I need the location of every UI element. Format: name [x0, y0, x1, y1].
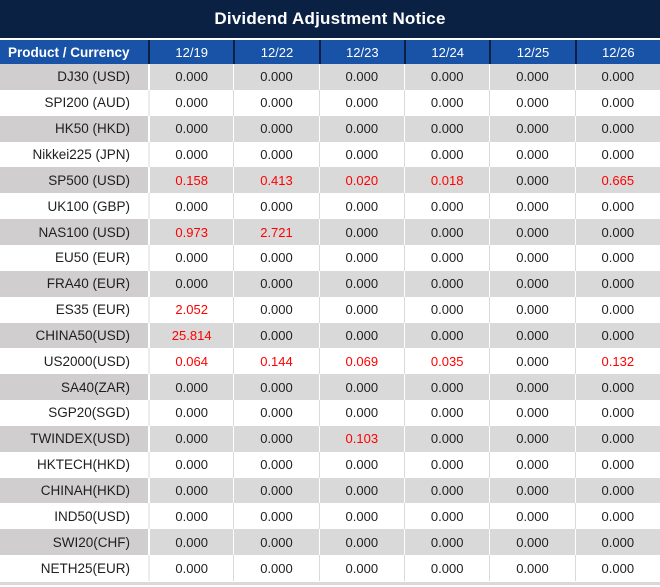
- product-cell: SPI200 (AUD): [0, 90, 148, 116]
- product-cell: SA40(ZAR): [0, 374, 148, 400]
- value-cell: 0.018: [404, 167, 489, 193]
- product-cell: UK100 (GBP): [0, 193, 148, 219]
- value-cell: 0.000: [233, 555, 318, 581]
- value-cell: 0.000: [489, 323, 574, 349]
- value-cell: 0.000: [489, 142, 574, 168]
- product-cell: HKTECH(HKD): [0, 452, 148, 478]
- next-row-edge: [0, 581, 660, 585]
- value-cell: 0.000: [233, 245, 318, 271]
- value-cell: 0.000: [404, 116, 489, 142]
- table-header-row: [0, 40, 660, 64]
- table-row: [0, 245, 660, 271]
- table-row: [0, 193, 660, 219]
- table-row: [0, 167, 660, 193]
- value-cell: 0.132: [575, 348, 660, 374]
- value-cell: 0.000: [148, 142, 233, 168]
- product-cell: EU50 (EUR): [0, 245, 148, 271]
- value-cell: 0.000: [319, 297, 404, 323]
- value-cell: 0.000: [404, 64, 489, 90]
- value-cell: 0.000: [404, 400, 489, 426]
- value-cell: 0.000: [489, 271, 574, 297]
- value-cell: 0.000: [404, 529, 489, 555]
- value-cell: 0.000: [319, 193, 404, 219]
- product-cell: SP500 (USD): [0, 167, 148, 193]
- value-cell: 0.000: [575, 64, 660, 90]
- table-row: [0, 90, 660, 116]
- product-cell: NAS100 (USD): [0, 219, 148, 245]
- value-cell: 0.000: [233, 374, 318, 400]
- table-row: [0, 323, 660, 349]
- product-cell: Nikkei225 (JPN): [0, 142, 148, 168]
- value-cell: 0.000: [489, 529, 574, 555]
- value-cell: 0.000: [233, 142, 318, 168]
- value-cell: 0.000: [404, 90, 489, 116]
- value-cell: 0.000: [319, 142, 404, 168]
- value-cell: 0.000: [148, 245, 233, 271]
- value-cell: 0.000: [575, 400, 660, 426]
- page-title: Dividend Adjustment Notice: [0, 0, 660, 38]
- value-cell: 0.000: [575, 142, 660, 168]
- value-cell: 0.000: [404, 271, 489, 297]
- column-header-date-4: 12/24: [404, 40, 489, 64]
- value-cell: 0.000: [319, 245, 404, 271]
- value-cell: 0.000: [233, 64, 318, 90]
- value-cell: 0.000: [148, 426, 233, 452]
- value-cell: 0.000: [233, 400, 318, 426]
- value-cell: 0.000: [233, 452, 318, 478]
- value-cell: 0.000: [489, 555, 574, 581]
- value-cell: 0.000: [319, 400, 404, 426]
- value-cell: 0.000: [404, 452, 489, 478]
- value-cell: 0.000: [148, 64, 233, 90]
- value-cell: 0.000: [148, 400, 233, 426]
- value-cell: 0.665: [575, 167, 660, 193]
- value-cell: 0.000: [319, 374, 404, 400]
- value-cell: 0.000: [575, 90, 660, 116]
- value-cell: 0.000: [233, 297, 318, 323]
- table-row: [0, 400, 660, 426]
- value-cell: 2.052: [148, 297, 233, 323]
- value-cell: 0.000: [404, 478, 489, 504]
- value-cell: 0.000: [404, 219, 489, 245]
- value-cell: 0.000: [404, 374, 489, 400]
- value-cell: 0.000: [575, 116, 660, 142]
- value-cell: 0.000: [404, 245, 489, 271]
- value-cell: 0.000: [233, 193, 318, 219]
- product-cell: TWINDEX(USD): [0, 426, 148, 452]
- value-cell: 0.000: [489, 400, 574, 426]
- value-cell: 0.064: [148, 348, 233, 374]
- value-cell: 0.000: [233, 323, 318, 349]
- value-cell: 0.000: [489, 90, 574, 116]
- value-cell: 2.721: [233, 219, 318, 245]
- product-cell: FRA40 (EUR): [0, 271, 148, 297]
- table-row: [0, 503, 660, 529]
- value-cell: 0.000: [575, 529, 660, 555]
- value-cell: 0.000: [233, 426, 318, 452]
- table-row: [0, 219, 660, 245]
- value-cell: 0.000: [575, 503, 660, 529]
- column-header-date-3: 12/23: [319, 40, 404, 64]
- product-cell: DJ30 (USD): [0, 64, 148, 90]
- value-cell: 0.000: [489, 426, 574, 452]
- table-row: [0, 452, 660, 478]
- table-row: [0, 116, 660, 142]
- value-cell: 0.035: [404, 348, 489, 374]
- value-cell: 0.000: [404, 426, 489, 452]
- product-cell: HK50 (HKD): [0, 116, 148, 142]
- table-row: [0, 64, 660, 90]
- value-cell: 0.000: [404, 297, 489, 323]
- value-cell: 0.000: [319, 452, 404, 478]
- value-cell: 0.000: [575, 555, 660, 581]
- value-cell: 0.413: [233, 167, 318, 193]
- value-cell: 0.000: [148, 555, 233, 581]
- value-cell: 0.000: [404, 193, 489, 219]
- table-row: [0, 297, 660, 323]
- value-cell: 0.000: [489, 116, 574, 142]
- value-cell: 0.000: [489, 503, 574, 529]
- value-cell: 0.000: [319, 271, 404, 297]
- table-row: [0, 348, 660, 374]
- value-cell: 0.000: [489, 374, 574, 400]
- value-cell: 0.000: [148, 116, 233, 142]
- value-cell: 0.000: [575, 219, 660, 245]
- value-cell: 0.000: [319, 478, 404, 504]
- value-cell: 0.000: [148, 503, 233, 529]
- value-cell: 0.000: [575, 426, 660, 452]
- value-cell: 0.000: [233, 503, 318, 529]
- value-cell: 0.000: [319, 323, 404, 349]
- value-cell: 0.000: [575, 297, 660, 323]
- value-cell: 0.000: [233, 90, 318, 116]
- value-cell: 0.000: [489, 193, 574, 219]
- product-cell: IND50(USD): [0, 503, 148, 529]
- product-cell: ES35 (EUR): [0, 297, 148, 323]
- value-cell: 0.000: [489, 219, 574, 245]
- product-cell: NETH25(EUR): [0, 555, 148, 581]
- value-cell: 0.144: [233, 348, 318, 374]
- table-row: [0, 374, 660, 400]
- value-cell: 0.000: [148, 374, 233, 400]
- value-cell: 0.000: [148, 271, 233, 297]
- value-cell: 0.000: [575, 374, 660, 400]
- column-header-date-1: 12/19: [148, 40, 233, 64]
- value-cell: 0.000: [404, 142, 489, 168]
- value-cell: 0.000: [575, 478, 660, 504]
- value-cell: 0.000: [575, 452, 660, 478]
- table-row: [0, 529, 660, 555]
- value-cell: 0.000: [489, 478, 574, 504]
- value-cell: 0.103: [319, 426, 404, 452]
- value-cell: 0.000: [233, 271, 318, 297]
- value-cell: 0.000: [319, 116, 404, 142]
- value-cell: 0.158: [148, 167, 233, 193]
- value-cell: 0.000: [575, 193, 660, 219]
- value-cell: 0.000: [489, 64, 574, 90]
- table-row: [0, 271, 660, 297]
- product-cell: SWI20(CHF): [0, 529, 148, 555]
- value-cell: 0.000: [148, 90, 233, 116]
- column-header-product: Product / Currency: [8, 44, 130, 60]
- value-cell: 0.000: [233, 478, 318, 504]
- table-body: [0, 64, 660, 581]
- value-cell: 25.814: [148, 323, 233, 349]
- column-header-date-6: 12/26: [575, 40, 660, 64]
- table-row: [0, 142, 660, 168]
- value-cell: 0.020: [319, 167, 404, 193]
- product-cell: CHINAH(HKD): [0, 478, 148, 504]
- column-header-date-5: 12/25: [489, 40, 574, 64]
- value-cell: 0.000: [319, 503, 404, 529]
- product-cell: CHINA50(USD): [0, 323, 148, 349]
- value-cell: 0.973: [148, 219, 233, 245]
- value-cell: 0.000: [575, 245, 660, 271]
- value-cell: 0.000: [319, 64, 404, 90]
- value-cell: 0.069: [319, 348, 404, 374]
- product-cell: SGP20(SGD): [0, 400, 148, 426]
- value-cell: 0.000: [148, 452, 233, 478]
- table-row: [0, 555, 660, 581]
- value-cell: 0.000: [489, 297, 574, 323]
- value-cell: 0.000: [148, 193, 233, 219]
- product-cell: US2000(USD): [0, 348, 148, 374]
- value-cell: 0.000: [575, 323, 660, 349]
- value-cell: 0.000: [233, 116, 318, 142]
- value-cell: 0.000: [489, 245, 574, 271]
- value-cell: 0.000: [489, 167, 574, 193]
- column-header-date-2: 12/22: [233, 40, 318, 64]
- table-row: [0, 426, 660, 452]
- value-cell: 0.000: [489, 452, 574, 478]
- value-cell: 0.000: [404, 555, 489, 581]
- value-cell: 0.000: [404, 503, 489, 529]
- value-cell: 0.000: [319, 90, 404, 116]
- value-cell: 0.000: [319, 555, 404, 581]
- value-cell: 0.000: [404, 323, 489, 349]
- table-row: [0, 478, 660, 504]
- value-cell: 0.000: [148, 529, 233, 555]
- value-cell: 0.000: [148, 478, 233, 504]
- value-cell: 0.000: [319, 529, 404, 555]
- value-cell: 0.000: [489, 348, 574, 374]
- value-cell: 0.000: [233, 529, 318, 555]
- value-cell: 0.000: [319, 219, 404, 245]
- value-cell: 0.000: [575, 271, 660, 297]
